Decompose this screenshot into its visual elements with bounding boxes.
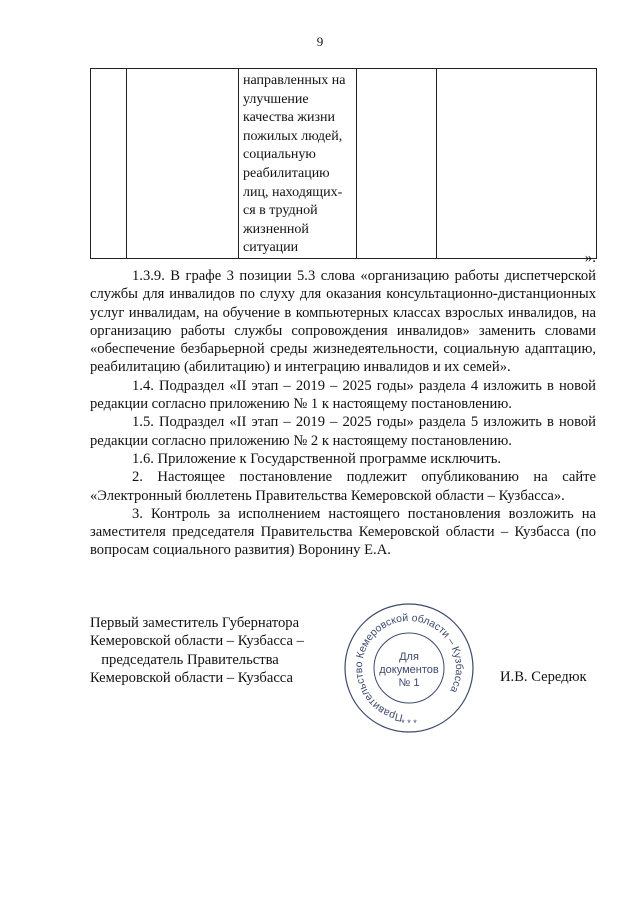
paragraph-1-6: 1.6. Приложение к Государственной программе исключить. [132, 450, 502, 467]
table-cell [437, 69, 597, 259]
paragraph-3: 3. Контроль за исполнением настоящего постановления возложить на заместителя председателя Правительства Кемеровской области – Кузбасса (по вопросам социального развития) Воронину Е.А. [90, 505, 596, 559]
table-row [91, 69, 597, 259]
cell-line: качества жизни [243, 110, 335, 126]
signatory-name: И.В. Середюк [500, 669, 587, 685]
cell-line: жизненной [243, 221, 309, 237]
cell-line: ся в трудной [243, 203, 318, 219]
paragraph-2: 2. Настоящее постановление подлежит опубликованию на сайте «Электронный бюллетень Правительства Кемеровской области – Кузбасса». [90, 469, 596, 504]
table-cell [91, 69, 127, 259]
continuation-table [90, 68, 597, 259]
stamp-stars: * * * [401, 718, 417, 728]
paragraph-1-3-9: 1.3.9. В графе 3 позиции 5.3 слова «организацию работы диспетчерской службы для инвалидов по слуху для оказания консультационно-дистанционных услуг инвалидам, на обучение в компьютерных классах взрослых инвалидов, на организацию работы службы сопровождения инвалидов» заменить словами «обеспечение безбарьерной среды жизнедеятельности, социальную адаптацию, реабилитацию (абилитацию) и интеграцию инвалидов и их семей». [90, 268, 596, 376]
cell-line: улучшение [243, 91, 309, 107]
cell-line: направленных на [243, 73, 346, 88]
document-body [90, 267, 596, 560]
paragraph-1-5: 1.5. Подраздел «II этап – 2019 – 2025 годы» раздела 5 изложить в новой редакции согласно приложению № 2 к настоящему постановлению. [90, 414, 596, 449]
cell-line: социальную [243, 147, 316, 163]
cell-line: лиц, находящих- [243, 184, 343, 200]
cell-line: ситуации [243, 240, 299, 256]
signatory-line: Кемеровской области – Кузбасса – [90, 633, 304, 650]
page-number: 9 [316, 34, 324, 49]
cell-line: пожилых людей, [243, 128, 343, 144]
stamp-ring-text: Правительство Кемеровской области – Кузбасса [352, 611, 466, 724]
stamp-center-line: Для [399, 651, 419, 663]
table-cell [127, 69, 239, 259]
signatory-line: Кемеровской области – Кузбасса [90, 669, 293, 686]
stamp-center-line: № 1 [398, 677, 420, 689]
cell-line: реабилитацию [243, 165, 330, 181]
signatory-line: Первый заместитель Губернатора [90, 615, 300, 631]
stamp-center-line: документов [379, 664, 439, 676]
paragraph-1-4: 1.4. Подраздел «II этап – 2019 – 2025 годы» раздела 4 изложить в новой редакции согласно приложению № 1 к настоящему постановлению. [90, 377, 596, 413]
signatory-line: председатель Правительства [101, 651, 279, 668]
official-stamp [343, 602, 475, 734]
table-cell [357, 69, 437, 259]
table-cell-description [239, 69, 357, 259]
signatory-position [90, 614, 304, 687]
closing-quote: ». [584, 250, 596, 266]
